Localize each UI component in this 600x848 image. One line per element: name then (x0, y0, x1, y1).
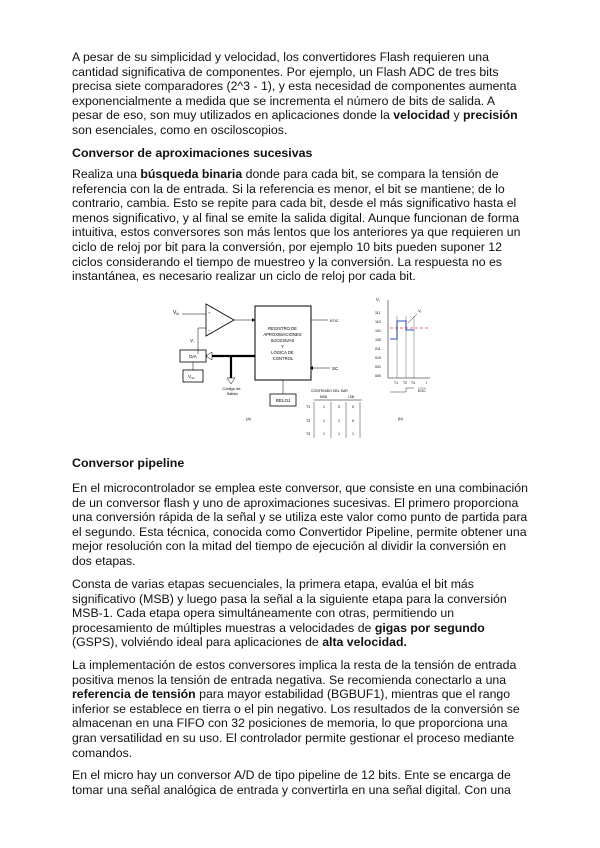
dac-label: D/A (189, 354, 197, 359)
svg-text:0: 0 (352, 419, 354, 423)
bold-referencia: referencia de tensión (72, 687, 196, 702)
text: son esenciales, como en osciloscopios. (72, 122, 288, 137)
heading-text: Conversor de (72, 146, 156, 160)
vin-label: $V_{in}$ (173, 310, 180, 316)
bold-velocidad: velocidad (393, 108, 451, 123)
table-caption: CONTENIDO DEL SAR (311, 389, 348, 393)
graph-vr-trace (390, 321, 414, 339)
heading-pipeline: Conversor pipeline (72, 456, 185, 470)
table-lsb: LSB (348, 395, 355, 399)
text: y (450, 108, 464, 123)
text: En el microcontrolador se emplea este conversor, que consiste en una combinación de un conversor flash y uno de aproximaciones sucesivas. El primero proporciona una conversión rápida de la señal y se utiliza este valor como punto de partida para el segundo. Esta técnica, conocida como Convertidor Pipeline, permite obtener una mejor resolución con la mitad del tiempo de ejecución al dividir la conversión en dos etapas. (72, 481, 528, 568)
eoc-label: EOC (330, 318, 339, 323)
svg-text:010: 010 (375, 356, 381, 360)
svg-text:000: 000 (375, 374, 381, 378)
svg-text:011: 011 (375, 347, 381, 351)
svg-text:1: 1 (323, 432, 325, 436)
text: A pesar de su simplicidad y velocidad, los convertidores Flash requieren una cantidad significativa de componentes. Por ejemplo, un Flash ADC de tres bits precisa siete comparadores (2^3 - 1), y esta necesidad de componentes aumenta exponencialmente a medida que se incrementa el número de bits de salida. A pesar de eso, son muy utilizados en aplicaciones donde la (72, 50, 517, 123)
text: (GSPS), volviéndo ideal para aplicaciones de (72, 635, 323, 650)
vref-label: $V_{ref}$ (188, 374, 195, 380)
sc-label: SC (332, 366, 339, 371)
table-row-1 (306, 405, 354, 409)
clock-label: RELOJ (275, 398, 291, 403)
bold-gigas: gigas por segundo (374, 620, 485, 635)
svg-text:T2: T2 (306, 419, 311, 423)
svg-text:1: 1 (323, 419, 325, 423)
svg-text:1: 1 (352, 432, 354, 436)
svg-text:1: 1 (323, 405, 325, 409)
paragraph-pipeline-1 (72, 481, 528, 569)
text: Consta de varias etapas secuenciales, la primera etapa, evalúa el bit más significativo (MSB) y luego pasa la señal a la siguiente etapa para la conversión MSB-1. Cada etapa opera simultáneamente con otras, permitiendo un procesamiento de múltiples muestras a velocidades de (72, 577, 507, 635)
graph-times (394, 381, 427, 385)
heading-sar (72, 146, 312, 160)
table-row-2 (306, 419, 354, 423)
bold-busqueda-binaria: búsqueda binaria (140, 167, 243, 181)
paragraph-sar (72, 167, 528, 284)
heading-text-2: aproximaciones sucesivas (155, 146, 313, 160)
table-msb: MSB (320, 395, 327, 399)
label-b: (b) (398, 416, 403, 421)
svg-text:T1: T1 (306, 405, 311, 409)
label-a: (a) (246, 416, 251, 421)
paragraph-pipeline-4 (72, 768, 528, 797)
sar-figure (168, 292, 440, 442)
svg-text:1: 1 (338, 432, 340, 436)
svg-text:101: 101 (375, 329, 381, 333)
text: donde para cada bit, se compara la tensión de referencia con la de entrada. Si la referencia es menor, el bit se mantiene; de lo contrario, cambia. Esto se repite para cada bit, desde el más significativo hasta el menos significativo, y al final se emite la salida digital. Aunque funcionan de forma intuitiva, estos conversores son más lentos que los anteriores ya que requieren un ciclo de reloj por bit para la conversión, por ejemplo 10 bits pueden suponer 12 ciclos considerando el tiempo de muestreo y la conversión. La respuesta no es instantánea, es necesario realizar un ciclo de reloj por cada bit. (72, 167, 521, 284)
bold-alta-velocidad: alta velocidad. (322, 635, 407, 650)
text: En el micro hay un conversor A/D de tipo pipeline de 12 bits. Ente se encarga de tomar una señal analógica de entrada y convertirla en una señal digital. Con una (72, 768, 511, 797)
table-row-3 (306, 432, 354, 436)
svg-text:t: t (426, 381, 427, 385)
register-label: REGISTRO DE APROXIMACIONES SUCESIVAS Y LÓGICA DE CONTROL (263, 326, 302, 361)
sar-register-box (255, 306, 311, 380)
vr-label: $V_r$ (190, 338, 195, 344)
bold-precision: precisión (463, 108, 518, 123)
svg-text:1: 1 (338, 419, 340, 423)
svg-text:110: 110 (375, 320, 381, 324)
svg-text:100: 100 (375, 338, 381, 342)
svg-text:0: 0 (338, 405, 340, 409)
paragraph-pipeline-2 (72, 577, 528, 650)
svg-text:0: 0 (352, 405, 354, 409)
graph-eoc-label: EOC (418, 389, 426, 393)
text: para mayor estabilidad (BGBUF1), mientras que el rango inferior se establece en tierra o el pin negativo. Los resultados de la conversión se almacenan en una FIFO con 32 posiciones de memoria, lo que proporciona una gran versatilidad en su uso. El controlador permite gestionar el proceso mediante comandos. (72, 687, 520, 760)
text: La implementación de estos conversores implica la resta de la tensión de entrada positiva menos la tensión de entrada negativa. Se recomienda conectarlo a una (72, 658, 517, 687)
paragraph-flash-adc (72, 50, 528, 138)
svg-text:T3: T3 (306, 432, 311, 436)
svg-text:111: 111 (375, 311, 381, 315)
graph-vi-label: $V_i$ (418, 308, 422, 314)
graph-vr-label: $V_r$ (376, 297, 380, 303)
paragraph-pipeline-3 (72, 658, 528, 760)
svg-text:001: 001 (375, 365, 381, 369)
graph-codes (375, 311, 381, 378)
svg-text:T2: T2 (403, 381, 407, 385)
svg-text:+: + (208, 310, 211, 315)
output-code-label: Código de Salida (222, 386, 241, 396)
svg-text:T3: T3 (411, 381, 415, 385)
text: Realiza una (72, 167, 141, 181)
svg-text:T1: T1 (394, 381, 398, 385)
svg-text:−: − (208, 328, 211, 333)
